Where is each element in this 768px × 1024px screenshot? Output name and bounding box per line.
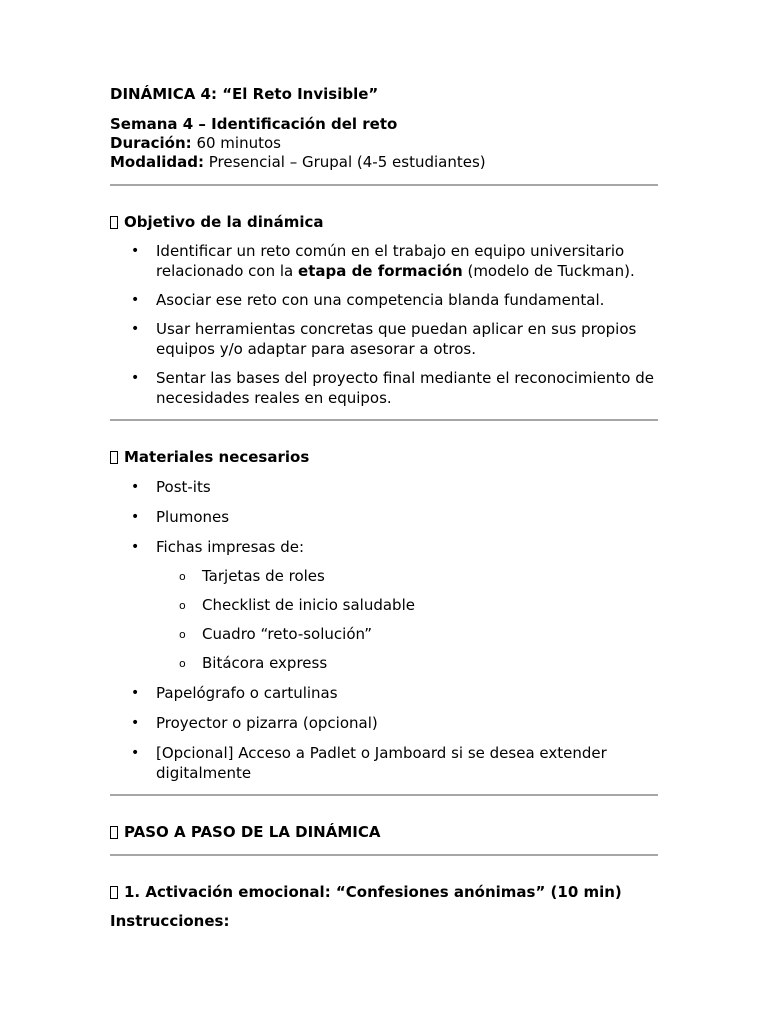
bullet-icon: • xyxy=(131,539,140,555)
sub-material-text: Cuadro “reto-solución” xyxy=(202,625,372,643)
bullet-icon: • xyxy=(131,243,140,259)
materials-heading-text: Materiales necesarios xyxy=(124,448,310,466)
list-item xyxy=(110,241,658,281)
list-item xyxy=(110,595,658,615)
list-item xyxy=(110,319,658,359)
bullet-icon: • xyxy=(131,715,140,731)
list-item xyxy=(110,653,658,673)
week-line xyxy=(110,114,658,133)
objective-heading-text: Objetivo de la dinámica xyxy=(124,213,324,231)
list-item xyxy=(110,537,658,557)
missing-glyph-icon xyxy=(110,451,118,464)
missing-glyph-icon xyxy=(110,216,118,229)
divider xyxy=(110,794,658,796)
missing-glyph-icon xyxy=(110,826,118,839)
bullet-icon: • xyxy=(131,321,140,337)
bullet-icon: • xyxy=(131,479,140,495)
document-page xyxy=(110,84,658,931)
objective-item-bold: etapa de formación xyxy=(298,262,463,280)
divider xyxy=(110,854,658,856)
circle-bullet-icon: o xyxy=(179,570,186,583)
materials-list xyxy=(110,477,658,557)
objective-item-text: Identificar un reto común en el trabajo en equipo universitario relacionado con la xyxy=(156,242,625,280)
list-item xyxy=(110,743,658,783)
sub-material-text: Tarjetas de roles xyxy=(202,567,325,585)
material-text: Post-its xyxy=(156,478,211,496)
material-text: Plumones xyxy=(156,508,230,526)
bullet-icon: • xyxy=(131,370,140,386)
divider xyxy=(110,184,658,186)
modality-value: Presencial – Grupal (4-5 estudiantes) xyxy=(203,153,486,171)
instructions-label: Instrucciones: xyxy=(110,912,230,930)
step1-heading xyxy=(110,882,658,902)
step1-heading-text: 1. Activación emocional: “Confesiones anónimas” (10 min) xyxy=(124,883,622,901)
objective-item-text: Sentar las bases del proyecto final mediante el reconocimiento de necesidades reales en equipos. xyxy=(156,369,654,407)
material-text: Papelógrafo o cartulinas xyxy=(156,684,338,702)
steps-heading-text: PASO A PASO DE LA DINÁMICA xyxy=(124,823,381,841)
circle-bullet-icon: o xyxy=(179,628,186,641)
objective-item-text: Asociar ese reto con una competencia blanda fundamental. xyxy=(156,291,605,309)
divider xyxy=(110,419,658,421)
list-item xyxy=(110,290,658,310)
duration-line xyxy=(110,133,658,152)
list-item xyxy=(110,477,658,497)
materials-sublist xyxy=(110,566,658,673)
objective-list xyxy=(110,241,658,408)
document-title: DINÁMICA 4: “El Reto Invisible” xyxy=(110,85,379,103)
bullet-icon: • xyxy=(131,509,140,525)
materials-list-continued xyxy=(110,683,658,783)
objective-heading xyxy=(110,212,658,232)
modality-label: Modalidad: xyxy=(110,153,204,171)
modality-line xyxy=(110,152,658,171)
material-text: Fichas impresas de: xyxy=(156,538,304,556)
list-item xyxy=(110,507,658,527)
bullet-icon: • xyxy=(131,685,140,701)
list-item xyxy=(110,683,658,703)
list-item xyxy=(110,368,658,408)
steps-heading xyxy=(110,822,658,842)
sub-material-text: Checklist de inicio saludable xyxy=(202,596,415,614)
bullet-icon: • xyxy=(131,745,140,761)
materials-heading xyxy=(110,447,658,467)
circle-bullet-icon: o xyxy=(179,657,186,670)
duration-value: 60 minutos xyxy=(191,134,281,152)
bullet-icon: • xyxy=(131,292,140,308)
objective-item-text: Usar herramientas concretas que puedan aplicar en sus propios equipos y/o adaptar para asesorar a otros. xyxy=(156,320,637,358)
list-item xyxy=(110,713,658,733)
sub-material-text: Bitácora express xyxy=(202,654,328,672)
circle-bullet-icon: o xyxy=(179,599,186,612)
list-item xyxy=(110,566,658,586)
material-text: Proyector o pizarra (opcional) xyxy=(156,714,378,732)
week-text: Semana 4 – Identificación del reto xyxy=(110,115,398,133)
material-text: [Opcional] Acceso a Padlet o Jamboard si se desea extender digitalmente xyxy=(156,744,607,782)
duration-label: Duración: xyxy=(110,134,192,152)
list-item xyxy=(110,624,658,644)
objective-item-tail: (modelo de Tuckman). xyxy=(462,262,635,280)
missing-glyph-icon xyxy=(110,886,118,899)
